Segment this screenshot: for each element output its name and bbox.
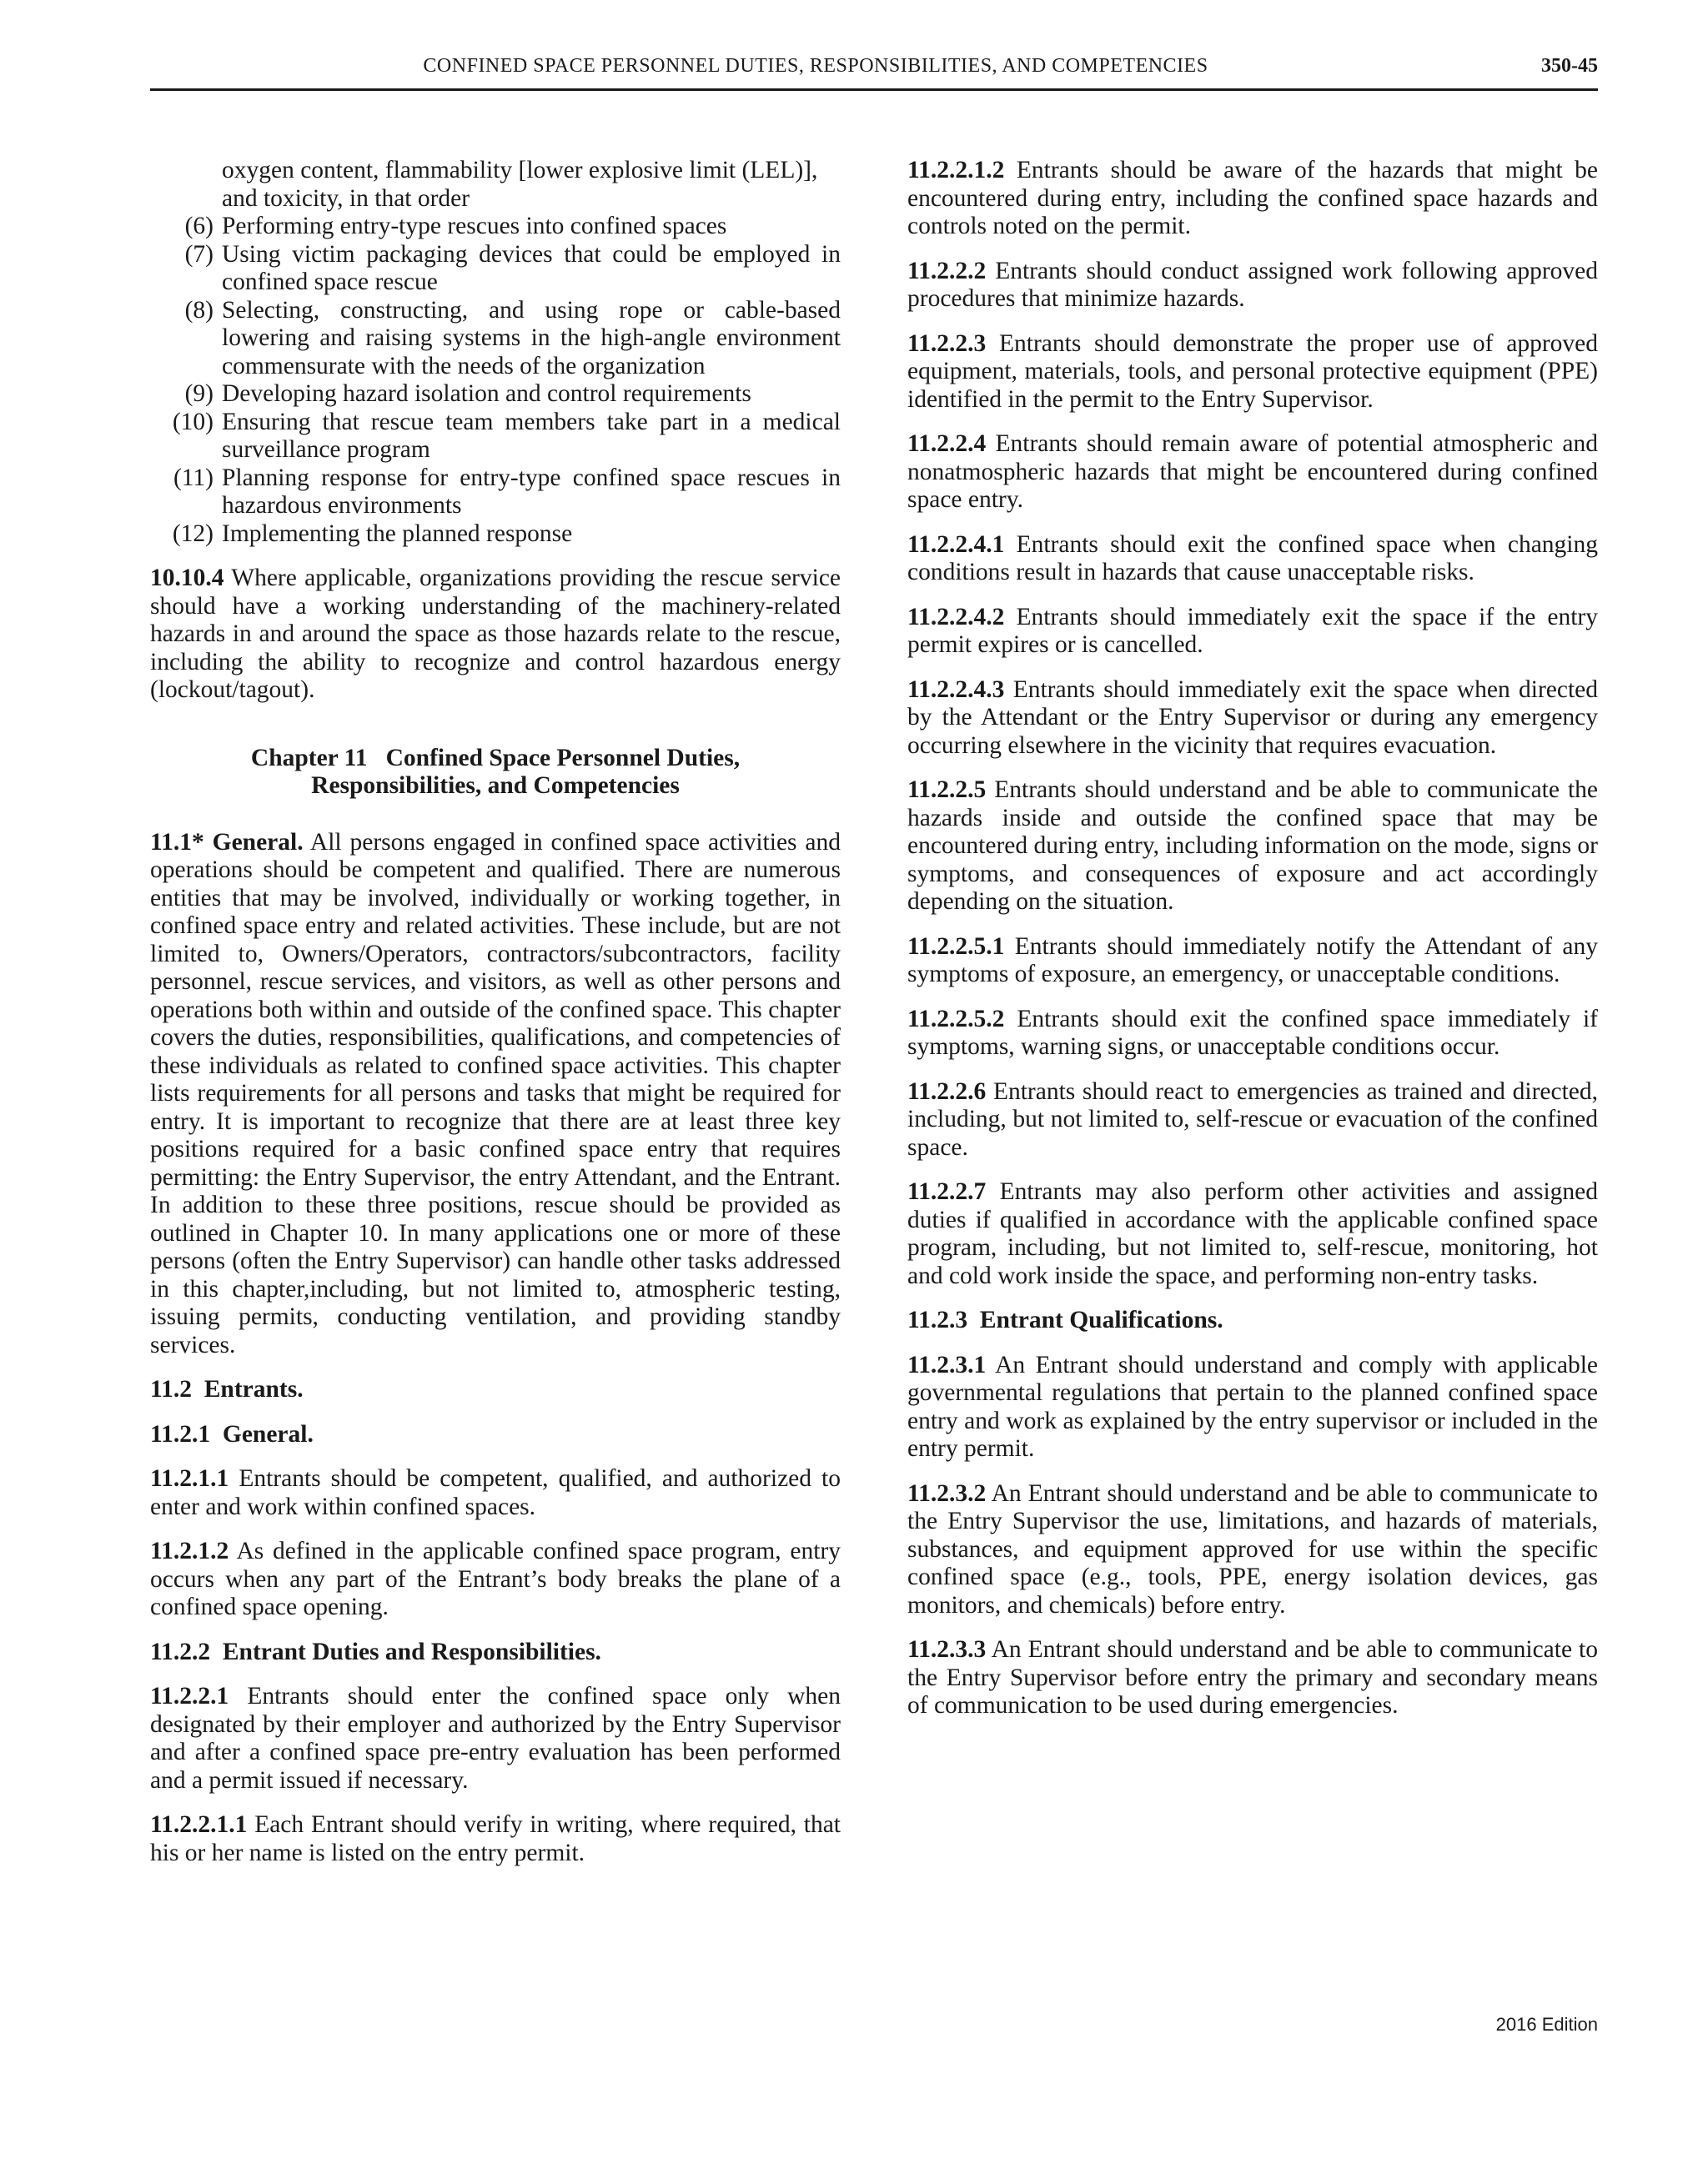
paragraph-text: An Entrant should understand and be able to communicate to the Entry Supervisor before entry the primary and secondary means of communication to be used during emergencies. [907,1636,1598,1719]
paragraph-text: Entrants may also perform other activities and assigned duties if qualified in accordance with the applicable confined space program, including, but not limited to, self-rescue, monitoring, hot and cold work inside the space, and performing non-entry tasks. [907,1178,1599,1289]
list-number: (6) [184,213,214,239]
list-text: Ensuring that rescue team members take part in a medical surveillance program [222,408,841,463]
list-item [150,241,841,297]
paragraph-text: Entrants should react to emergencies as trained and directed, including, but not limited to, self-rescue or evacuation of the confined space. [907,1077,1598,1161]
list-item [150,380,841,409]
section-number: 11.2.2.1.1 [150,1811,248,1838]
paragraph [907,330,1598,414]
paragraph [907,1352,1598,1464]
right-column [907,157,1598,1737]
paragraph [907,776,1598,916]
left-column [150,157,841,1884]
paragraph [907,1480,1598,1620]
paragraph [907,676,1598,761]
list-text: Developing hazard isolation and control requirements [222,380,751,407]
list-text: Implementing the planned response [222,520,573,547]
paragraph-text: Entrants should immediately notify the Attendant of any symptoms of exposure, an emergency, or unacceptable conditions. [907,932,1598,987]
paragraph [907,531,1598,587]
list-number: (9) [184,380,214,407]
paragraph-11-2-2-1-1 [150,1811,841,1867]
section-number: 11.2.1.2 [150,1538,229,1564]
paragraph-11-2-2-1 [150,1683,841,1795]
section-number: 11.2.1.1 [150,1465,229,1492]
paragraph-text: Entrants should understand and be able to communicate the hazards inside and outside the confined space that may be encountered during entry, including information on the mode, signs or symptoms, and consequences of exposure and act accordingly depending on the situation. [907,776,1599,915]
paragraph-text: As defined in the applicable confined space program, entry occurs when any part of the Entrant’s body breaks the plane of a confined space opening. [150,1538,841,1620]
section-number: 11.2.2.4.3 [907,675,1005,703]
section-number: 11.2.2.4.2 [907,603,1005,630]
section-heading-11-2-1: 11.2.1 General. [150,1420,314,1448]
chapter-heading [150,745,841,801]
paragraph-text: Entrants should exit the confined space when changing conditions result in hazards that cause unacceptable risks. [907,530,1598,585]
chapter-title-line-1: Chapter 11 Confined Space Personnel Duties, [250,744,741,771]
paragraph-text: Entrants should conduct assigned work following approved procedures that minimize hazards. [907,257,1598,312]
section-number: 11.2.2.5 [907,776,987,803]
section-number: 11.2.2.1.2 [907,157,1005,183]
chapter-title-line-2: Responsibilities, and Competencies [311,772,680,799]
list-text: Planning response for entry-type confined space rescues in hazardous environments [222,464,841,519]
list-text: Using victim packaging devices that could be employed in confined space rescue [222,240,841,295]
paragraph [907,604,1598,660]
list-text: Performing entry-type rescues into confined spaces [222,213,727,239]
paragraph-text: An Entrant should understand and comply with applicable governmental regulations that pertain to the planned confined space entry and work as explained by the entry supervisor or included in the entry permit. [907,1351,1598,1462]
list-item [150,520,841,549]
section-number: 11.2.2.1 [150,1683,229,1710]
section-heading-11-2: 11.2 Entrants. [150,1376,304,1403]
section-number: 10.10.4 [150,565,224,591]
section-number: 11.2.3.3 [907,1636,987,1663]
section-number: 11.2.2.4 [907,430,987,457]
list-text: Selecting, constructing, and using rope or cable-based lowering and raising systems in the high-angle environment commensurate with the needs of the organization [222,296,841,379]
paragraph-10-10-4 [150,565,841,705]
section-number: 11.2.2.5.1 [907,932,1005,960]
paragraph-11-1 [150,829,841,1360]
paragraph [907,430,1598,515]
paragraph [907,1636,1598,1720]
section-number: 11.2.2.2 [907,257,987,284]
paragraph-text: All persons engaged in confined space activities and operations should be competent and qualified. There are numerous entities that may be involved, individually or working together, in confined space entry and related activities. These include, but are not limited to, Owners/Operators, contractors/subcontractors, facility personnel, rescue services, and visitors, as well as other persons and operations both within and outside of the confined space. This chapter covers the duties, responsibilities, qualifications, and competencies of these individuals as related to confined space activities. This chapter lists requirements for all persons and tasks that might be required for entry. It is important to recognize that there are at least three key positions required for a basic confined space entry that requires permitting: the Entry Supervisor, the entry Attendant, and the Entrant. In addition to these three positions, rescue should be provided as outlined in Chapter 10. In many applications one or more of these persons (often the Entry Supervisor) can handle other tasks addressed in this chapter,including, but not limited to, atmospheric testing, issuing permits, conducting ventilation, and providing standby services. [150,828,841,1358]
section-heading-11-2-3: 11.2.3 Entrant Qualifications. [907,1307,1223,1333]
paragraph-text: Entrants should immediately exit the space when directed by the Attendant or the Entry Supervisor or during any emergency occurring elsewhere in the vicinity that requires evacuation. [907,675,1598,759]
list-item [150,464,841,520]
paragraph-text: Entrants should be competent, qualified, and authorized to enter and work within confined spaces. [150,1465,841,1520]
section-number: 11.2.2.3 [907,329,987,357]
page-number: 350-45 [1541,55,1598,77]
section-number: 11.2.2.4.1 [907,530,1005,558]
list-continuation: oxygen content, flammability [lower explosive limit (LEL)], and toxicity, in that order [222,157,818,212]
paragraph [907,1006,1598,1062]
running-header [150,52,1598,91]
paragraph [907,1178,1598,1290]
paragraph-text: Where applicable, organizations providing the rescue service should have a working understanding of the machinery-related hazards in and around the space as those hazards relate to the rescue, including the ability to recognize and control hazardous energy (lockout/tagout). [150,565,841,703]
paragraph [907,1078,1598,1162]
section-number: 11.2.3.2 [907,1479,987,1507]
list-item [150,297,841,381]
paragraph-text: Entrants should immediately exit the space if the entry permit expires or is cancelled. [907,603,1599,658]
paragraph [907,157,1598,241]
section-number: 11.2.2.6 [907,1077,987,1105]
paragraph-text: Entrants should demonstrate the proper use of approved equipment, materials, tools, and personal protective equipment (PPE) identified in the permit to the Entry Supervisor. [907,329,1599,413]
paragraph [907,258,1598,314]
rescue-competency-list [150,157,841,548]
list-item [150,213,841,241]
paragraph-text: Entrants should be aware of the hazards that might be encountered during entry, including the confined space hazards and controls noted on the permit. [907,157,1599,239]
list-number: (7) [184,240,214,268]
header-title: CONFINED SPACE PERSONNEL DUTIES, RESPONSIBILITIES, AND COMPETENCIES [423,55,1208,77]
section-heading-11-2-2: 11.2.2 Entrant Duties and Responsibilities. [150,1638,601,1665]
edition-footer: 2016 Edition [1495,2014,1598,2035]
list-item [150,409,841,464]
paragraph-text: Entrants should remain aware of potential atmospheric and nonatmospheric hazards that might be encountered during confined space entry. [907,430,1599,513]
list-number: (12) [172,520,214,547]
list-number: (10) [172,408,214,435]
paragraph-11-2-1-1 [150,1465,841,1521]
section-number: 11.2.2.5.2 [907,1005,1005,1032]
section-number: 11.2.2.7 [907,1178,987,1205]
paragraph-text: Entrants should exit the confined space immediately if symptoms, warning signs, or unacceptable conditions occur. [907,1005,1598,1060]
list-number: (11) [173,464,214,491]
list-number: (8) [184,296,214,324]
section-number: 11.1* General. [150,828,304,856]
section-number: 11.2.3.1 [907,1351,987,1378]
paragraph-11-2-1-2 [150,1538,841,1622]
paragraph [907,933,1598,989]
paragraph-text: Each Entrant should verify in writing, where required, that his or her name is listed on the entry permit. [150,1811,841,1866]
paragraph-text: An Entrant should understand and be able to communicate to the Entry Supervisor the use, limitations, and hazards of materials, substances, and equipment approved for use within the specific confined space (e.g., tools, PPE, energy isolation devices, gas monitors, and chemicals) before entry. [907,1479,1598,1619]
paragraph-text: Entrants should enter the confined space only when designated by their employer and authorized by the Entry Supervisor and after a confined space pre-entry evaluation has been performed and a permit issued if necessary. [150,1683,841,1794]
